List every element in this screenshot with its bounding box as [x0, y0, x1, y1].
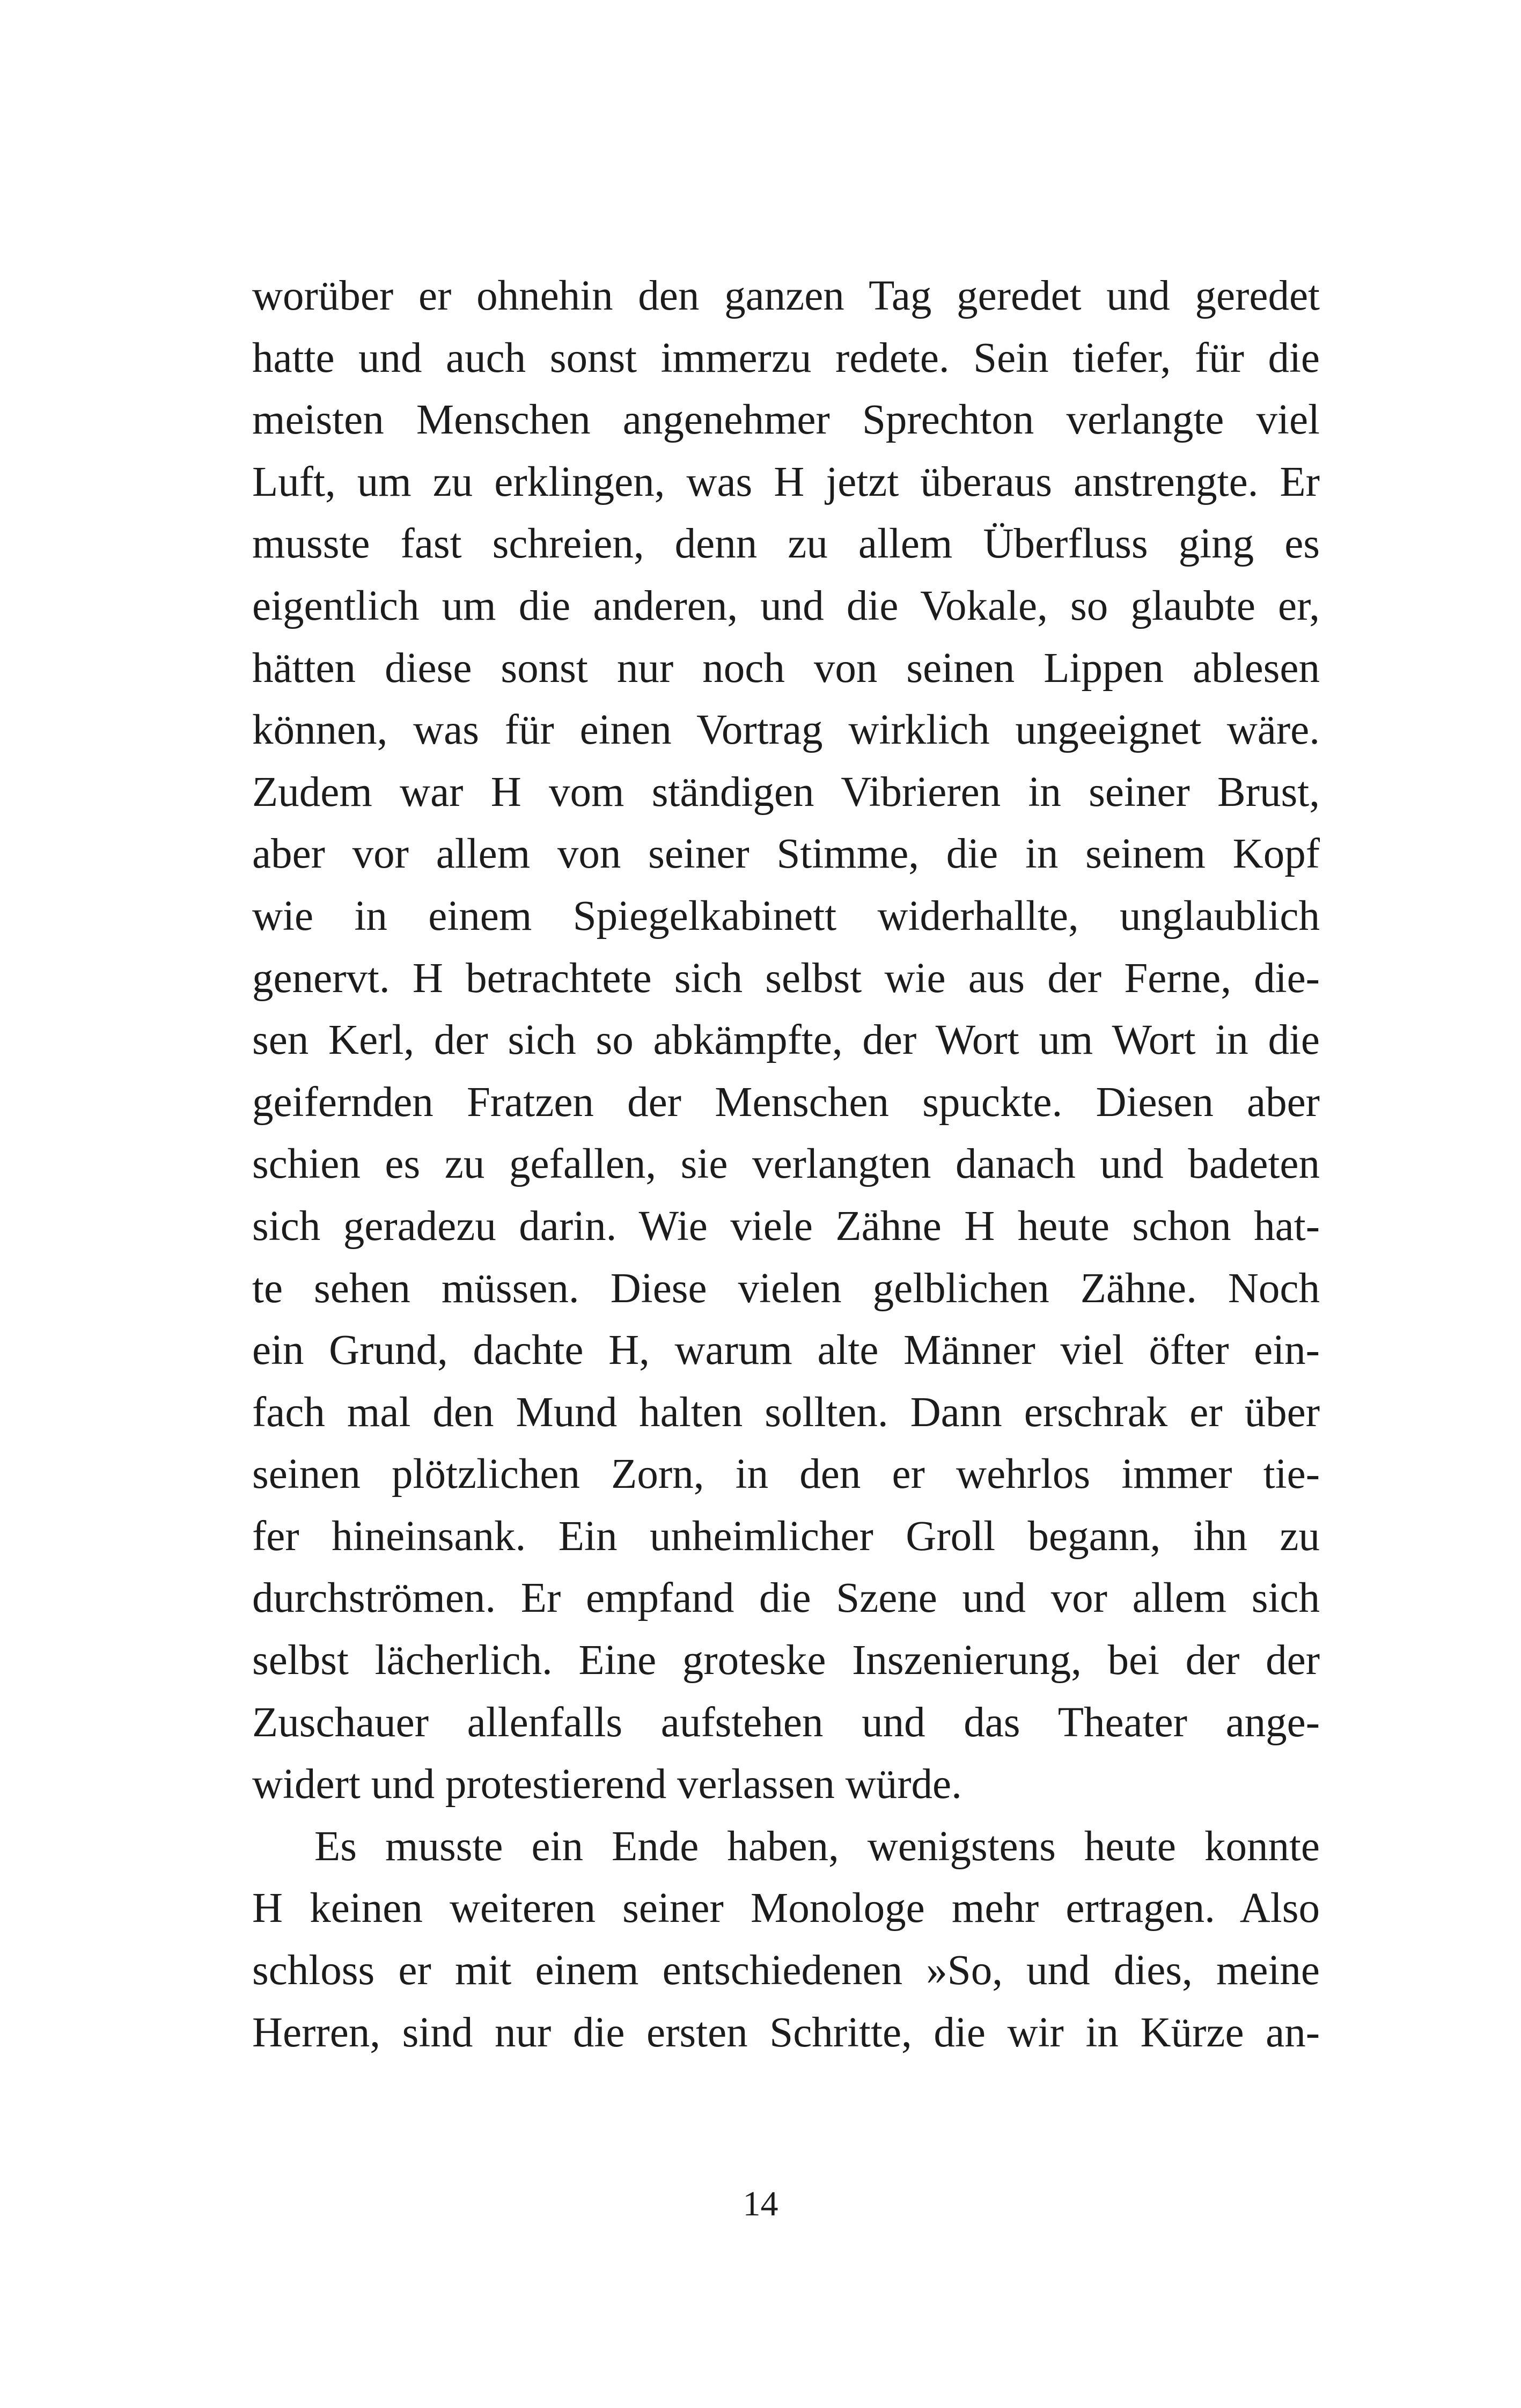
text-line: te sehen müssen. Diese vielen gelblichen Zähne. Noch: [252, 1265, 1320, 1312]
text-line: Herren, sind nur die ersten Schritte, die wir in Kürze an-: [252, 2009, 1320, 2056]
text-line: hatte und auch sonst immerzu redete. Sein tiefer, für die: [252, 334, 1320, 381]
text-line: musste fast schreien, denn zu allem Überfluss ging es: [252, 520, 1320, 568]
text-line: hätten diese sonst nur noch von seinen Lippen ablesen: [252, 644, 1320, 692]
text-line: eigentlich um die anderen, und die Vokale, so glaubte er,: [252, 582, 1320, 629]
text-line: schien es zu gefallen, sie verlangten danach und badeten: [252, 1141, 1320, 1188]
text-line: aber vor allem von seiner Stimme, die in seinem Kopf: [252, 831, 1320, 878]
text-line: fach mal den Mund halten sollten. Dann erschrak er über: [252, 1389, 1320, 1436]
text-line: Zuschauer allenfalls aufstehen und das Theater ange-: [252, 1699, 1320, 1746]
text-line: wie in einem Spiegelkabinett widerhallte, unglaublich: [252, 892, 1320, 939]
text-line: selbst lächerlich. Eine groteske Inszenierung, bei der der: [252, 1637, 1320, 1684]
text-line: fer hineinsank. Ein unheimlicher Groll begann, ihn zu: [252, 1513, 1320, 1560]
text-line: seinen plötzlichen Zorn, in den er wehrlos immer tie-: [252, 1451, 1320, 1498]
text-line: geifernden Fratzen der Menschen spuckte. Diesen aber: [252, 1078, 1320, 1126]
text-line: Zudem war H vom ständigen Vibrieren in seiner Brust,: [252, 768, 1320, 816]
paragraph-last-line: widert und protestierend verlassen würde.: [252, 1761, 962, 1808]
page-number: 14: [743, 2184, 778, 2223]
text-line: worüber er ohnehin den ganzen Tag geredet und geredet: [252, 273, 1320, 319]
body-text: [252, 265, 1320, 2064]
text-line: genervt. H betrachtete sich selbst wie aus der Ferne, die-: [252, 955, 1320, 1002]
text-line: sen Kerl, der sich so abkämpfte, der Wort um Wort in die: [252, 1017, 1320, 1064]
paragraph-first-line: Es musste ein Ende haben, wenigstens heute konnte: [314, 1823, 1320, 1870]
text-line: Luft, um zu erklingen, was H jetzt überaus anstrengte. Er: [252, 458, 1320, 505]
text-line: ein Grund, dachte H, warum alte Männer viel öfter ein-: [252, 1327, 1320, 1374]
text-line: schloss er mit einem entschiedenen »So, und dies, meine: [252, 1947, 1320, 1994]
text-line: H keinen weiteren seiner Monologe mehr ertragen. Also: [252, 1885, 1320, 1932]
text-line: durchströmen. Er empfand die Szene und vor allem sich: [252, 1575, 1320, 1622]
text-line: können, was für einen Vortrag wirklich ungeeignet wäre.: [252, 707, 1320, 754]
text-line: sich geradezu darin. Wie viele Zähne H heute schon hat-: [252, 1202, 1320, 1250]
text-line: meisten Menschen angenehmer Sprechton verlangte viel: [252, 397, 1320, 444]
